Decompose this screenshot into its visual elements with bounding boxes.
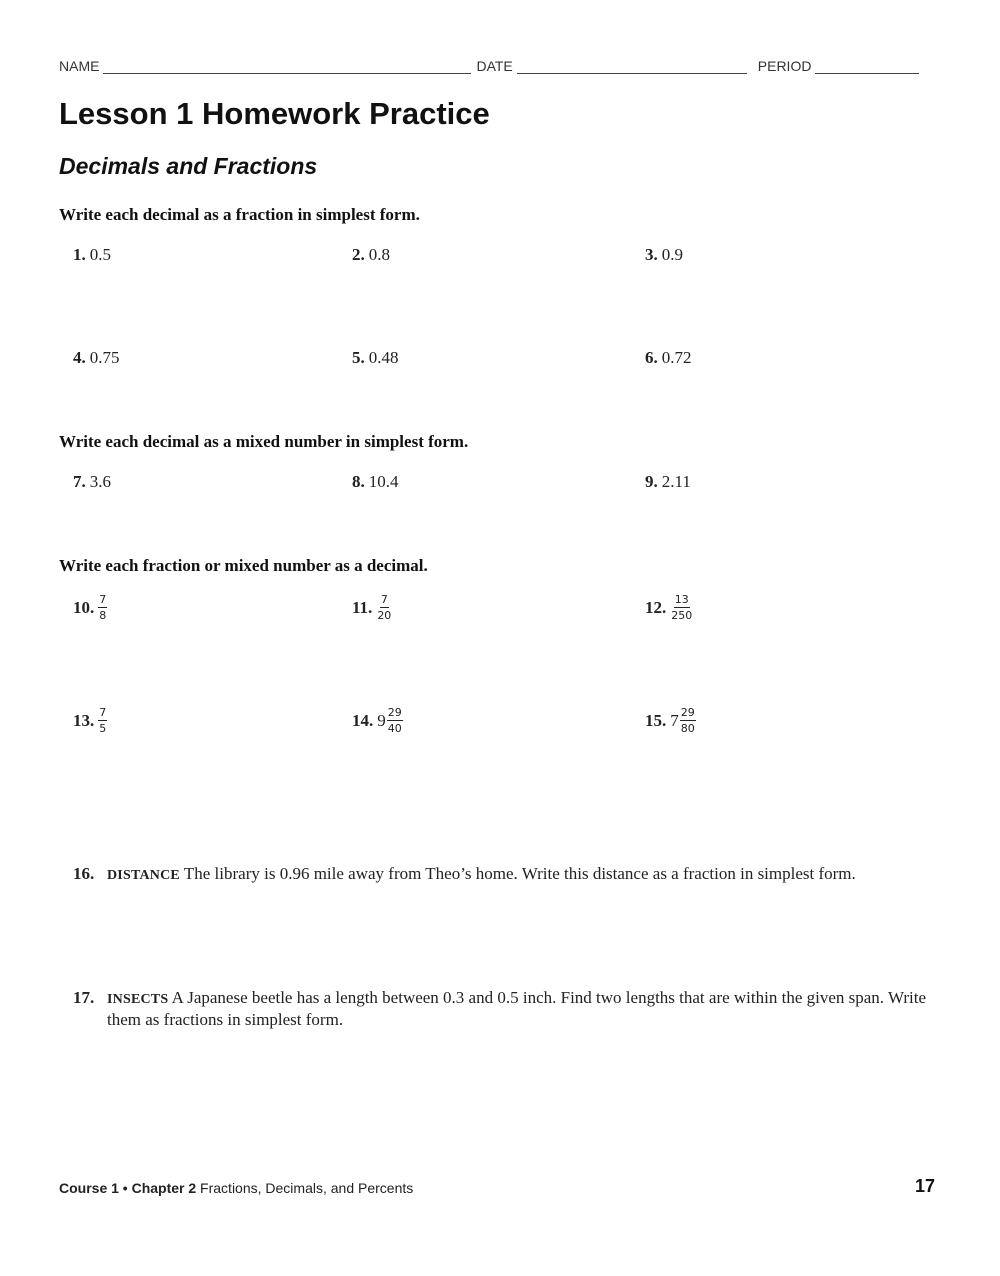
section-3-instruction: Write each fraction or mixed number as a decimal.: [59, 556, 428, 575]
problem-number: 7.: [73, 472, 86, 491]
period-label: PERIOD: [757, 58, 812, 74]
problem-number: 1.: [73, 245, 86, 264]
problem-body: The library is 0.96 mile away from Theo’s home. Write this distance as a fraction in simplest form.: [179, 864, 856, 883]
numerator: 7: [380, 593, 388, 606]
problem-4: [73, 348, 120, 368]
problem-number: 17.: [73, 988, 95, 1007]
page-subtitle: Decimals and Fractions: [59, 153, 318, 179]
denominator: 40: [387, 722, 402, 735]
problem-8: [352, 472, 399, 492]
problem-5: [352, 348, 399, 368]
problem-value: 0.48: [368, 348, 399, 367]
fraction: [98, 707, 107, 734]
problem-number: 14.: [352, 710, 374, 730]
footer-chapter-title: Fractions, Decimals, and Percents: [196, 1180, 414, 1196]
page-title: Lesson 1 Homework Practice: [59, 96, 490, 131]
problem-3: [645, 245, 683, 265]
name-label: NAME: [59, 58, 100, 74]
numerator: 7: [99, 593, 107, 606]
problem-number: 16.: [73, 864, 95, 883]
problem-text: [107, 864, 943, 886]
date-field[interactable]: [517, 59, 747, 74]
section-2-instruction: Write each decimal as a mixed number in simplest form.: [59, 432, 469, 451]
problem-10: [73, 594, 107, 621]
problem-number: 3.: [645, 245, 658, 264]
fraction: [376, 594, 392, 621]
problem-value: 0.5: [89, 245, 111, 264]
problem-7: [73, 472, 111, 492]
period-field[interactable]: [815, 59, 919, 74]
problem-value: 10.4: [368, 472, 399, 491]
problem-number: 9.: [645, 472, 658, 491]
problem-2: [352, 245, 390, 265]
problem-number: 10.: [73, 597, 95, 617]
word-problem-17: [73, 988, 943, 1030]
problem-number: 2.: [352, 245, 365, 264]
problem-value: 0.9: [661, 245, 683, 264]
denominator: 250: [671, 609, 693, 622]
fraction: [680, 707, 696, 734]
problem-number: 15.: [645, 710, 667, 730]
problem-value: 3.6: [89, 472, 111, 491]
problem-value: 0.72: [661, 348, 692, 367]
problem-number: 4.: [73, 348, 86, 367]
footer-course: Course 1 • Chapter 2: [59, 1180, 197, 1196]
problem-number: 11.: [352, 597, 373, 617]
problem-text: [107, 988, 943, 1030]
problem-number: 13.: [73, 710, 95, 730]
problem-12: [645, 594, 693, 621]
problem-6: [645, 348, 692, 368]
denominator: 5: [99, 722, 107, 735]
numerator: 29: [387, 706, 402, 719]
denominator: 8: [99, 609, 107, 622]
problem-14: [352, 707, 403, 734]
whole-number: 7: [670, 710, 679, 730]
denominator: 20: [377, 609, 392, 622]
problem-value: 0.75: [89, 348, 120, 367]
problem-keyword: INSECTS: [107, 992, 169, 1007]
name-field[interactable]: [103, 59, 471, 74]
name-date-period-header: [59, 58, 939, 74]
problem-1: [73, 245, 111, 265]
numerator: 13: [674, 593, 689, 606]
denominator: 80: [680, 722, 695, 735]
section-1-instruction: Write each decimal as a fraction in simplest form.: [59, 205, 420, 224]
fraction: [387, 707, 403, 734]
problem-value: 0.8: [368, 245, 390, 264]
whole-number: 9: [377, 710, 386, 730]
date-label: DATE: [476, 58, 513, 74]
problem-body: A Japanese beetle has a length between 0.3 and 0.5 inch. Find two lengths that are within the given span. Write them as fractions in simplest form.: [107, 988, 927, 1029]
problem-9: [645, 472, 691, 492]
fraction: [670, 594, 693, 621]
problem-number: 8.: [352, 472, 365, 491]
problem-number: 5.: [352, 348, 365, 367]
problem-value: 2.11: [661, 472, 691, 491]
page-footer: [59, 1180, 413, 1196]
fraction: [98, 594, 107, 621]
word-problem-16: [73, 864, 943, 886]
problem-15: [645, 707, 696, 734]
problem-number: 12.: [645, 597, 667, 617]
problem-13: [73, 707, 107, 734]
page-number: 17: [915, 1176, 936, 1196]
problem-keyword: DISTANCE: [107, 868, 180, 883]
problem-number: 6.: [645, 348, 658, 367]
problem-11: [352, 594, 392, 621]
numerator: 29: [680, 706, 695, 719]
numerator: 7: [99, 706, 107, 719]
